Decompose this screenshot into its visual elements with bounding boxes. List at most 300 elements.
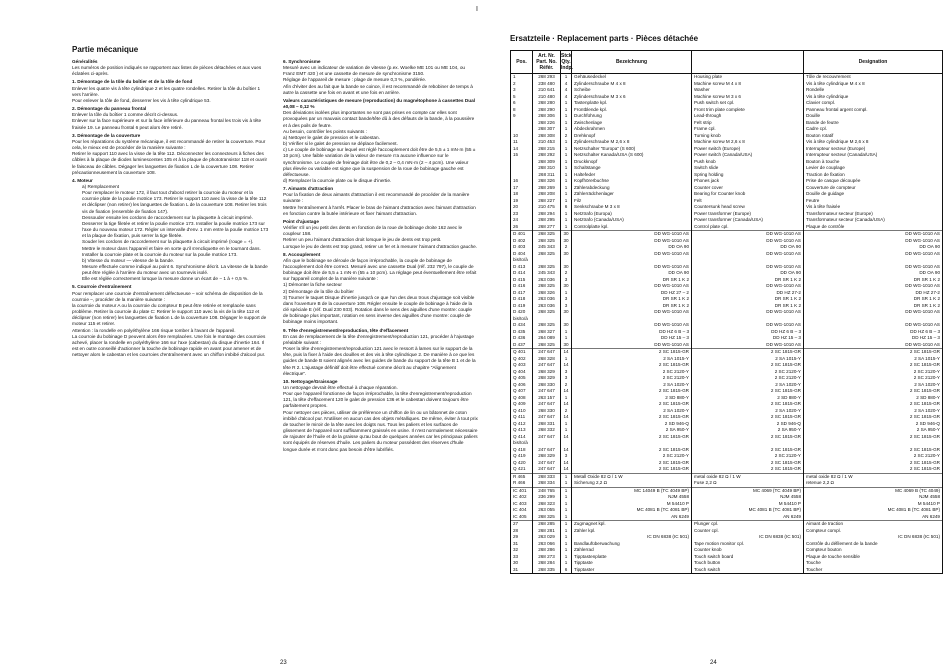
- cell-english: DD OA 90: [692, 270, 804, 277]
- paragraph: 5. Courroie d'entraînement: [72, 284, 132, 290]
- cell-quantity: 1: [561, 224, 572, 231]
- cell-english: 2 SA 1020-Y: [692, 408, 804, 415]
- paragraph: Afin que le bobinage se déroule de façon irréprochable, la couple de bobinage de l'accouplement doit être correct. Mesuré avec une cassette Dual (réf. 232 797), le couple de bobinage doit être de 5,5 ± 1 mN·m (55 ± 10 pcm). La réglage peut éventuellement être refait sur l'appareil complet de la manière suivante :: [283, 257, 477, 282]
- cell-designation: Feutre: [804, 198, 943, 205]
- table-header-row: [511, 51, 943, 74]
- cell-bezeichnung: 2 SC 1815-GR: [572, 414, 692, 421]
- cell-bezeichnung: Zylinderschraube M 3 x 6: [572, 94, 692, 101]
- cell-bezeichnung: Kopfhörerbuchse: [572, 178, 692, 185]
- cell-pos: Q 413: [511, 427, 533, 434]
- cell-part-number: 268 329: [533, 375, 561, 382]
- cell-quantity: 1: [561, 217, 572, 224]
- cell-part-number: 268 330: [533, 382, 561, 389]
- cell-designation: IC DN 6838 (IC 501): [804, 534, 943, 541]
- cell-pos: 15: [511, 152, 533, 159]
- cell-bezeichnung: 2 SC 1815-GR: [572, 349, 692, 356]
- paragraph: Enlever sur la face supérieure et sur la face inférieure du panneau frontal les trois vis à tête fraisée 19. Le panneau frontal 6 peut alors être retiré.: [72, 118, 262, 130]
- cell-part-number: 268 330: [533, 408, 561, 415]
- cell-part-number: 268 325: [533, 231, 561, 238]
- cell-bezeichnung: Bandlaufüberwachung: [572, 541, 692, 548]
- cell-bezeichnung: DD WG-1010 AS: [572, 231, 692, 238]
- cell-pos: D 437: [511, 342, 533, 349]
- cell-designation: Bouton rotatif: [804, 133, 943, 140]
- cell-pos: 8: [511, 107, 533, 114]
- cell-quantity: 1: [561, 159, 572, 166]
- paragraph: 2) Démontage de la tôle du boîtier: [283, 288, 354, 294]
- table-row: [511, 514, 943, 521]
- cell-quantity: 3: [561, 296, 572, 303]
- header-english: [692, 51, 804, 74]
- cell-designation: Compteur compl.: [804, 528, 943, 535]
- cell-bezeichnung: DD HZ 15 – 3: [572, 335, 692, 342]
- cell-quantity: 14: [561, 434, 572, 441]
- paragraph: 8. Accouplement: [283, 251, 321, 257]
- cell-pos: Q 408: [511, 395, 533, 402]
- cell-part-number: 268 333: [533, 473, 561, 480]
- cell-designation: 2 SC 1815-GR: [804, 434, 943, 441]
- paragraph: Valeurs caractéristiques de mesure (reproduction) du magnétophone à cassettes Dual ±0,08 – 0,12 %: [283, 97, 475, 110]
- cell-quantity: 1: [561, 146, 572, 153]
- cell-part-number: 210 641: [533, 87, 561, 94]
- cell-designation: 2 SA 1020-Y: [804, 382, 943, 389]
- cell-designation: MC 4069 B (TC 4049): [804, 487, 943, 494]
- cell-pos: D 404: [511, 251, 533, 258]
- cell-bezeichnung: Metall Oxide 82 Ω / 1 W: [572, 473, 692, 480]
- cell-pos: 31: [511, 567, 533, 574]
- cell-english: 2 SA 950-Y: [692, 427, 804, 434]
- cell-english: Housing plate: [692, 74, 804, 81]
- cell-bezeichnung: DD WG-1010 AS: [572, 322, 692, 329]
- cell-quantity: 2: [561, 270, 572, 277]
- cell-bezeichnung: Zähler kpl.: [572, 528, 692, 535]
- cell-bezeichnung: MC 14049 B (TC 4049 BP): [572, 487, 692, 494]
- cell-designation: DD WG-1010 AS: [804, 283, 943, 290]
- paragraph: Souder les cordons de raccordement sur la plaquette à circuit imprimé (rouge = +).: [82, 239, 254, 245]
- cell-pos: D 402: [511, 238, 533, 245]
- paragraph: la courroie du moteur A ou la courroie du compteur B peut être retirée et remplacée sans problème. Retirer la courroie du plate C: Retirer le support 110 avec la vis de la tête 112 et déclipser (non retirer) les languettes de fixation L de la couverture 108. Dégager le support de moteur 115 et retirer.: [72, 302, 267, 327]
- cell-pos: Q 409: [511, 401, 533, 408]
- table-row: [511, 342, 943, 349]
- cell-designation: 2 SA 1020-Y: [804, 408, 943, 415]
- cell-english: Touch switch board: [692, 554, 804, 561]
- cell-bezeichnung: DD WG-1010 AS: [572, 264, 692, 271]
- header-quantity: Stck Qty. Indp.: [561, 51, 572, 74]
- cell-pos: 23: [511, 211, 533, 218]
- cell-bezeichnung: 2 SC 1815-GR: [572, 460, 692, 467]
- cell-designation: Vis à tête cylindrique: [804, 94, 943, 101]
- cell-part-number: 268 310: [533, 165, 561, 172]
- cell-bezeichnung: DD WG-1010 AS: [572, 309, 692, 316]
- cell-quantity: 3: [561, 277, 572, 284]
- cell-part-number: 268 286: [533, 547, 561, 554]
- cell-part-number: 268 327: [533, 329, 561, 336]
- cell-english: DD OA 90: [692, 244, 804, 251]
- cell-english: Lead-through: [692, 113, 804, 120]
- cell-pos: 17: [511, 185, 533, 192]
- paragraph: Réglage de l'appareil de mesure : plage de mesure 0,3 %, pondérée.: [283, 77, 427, 83]
- cell-part-number: 268 335: [533, 567, 561, 574]
- cell-part-number: 268 325: [533, 322, 561, 329]
- cell-designation: Tôle de recouvrement: [804, 74, 943, 81]
- cell-quantity: 1: [561, 541, 572, 548]
- cell-part-number: 268 325: [533, 309, 561, 316]
- cell-part-number: 268 307: [533, 126, 561, 133]
- paragraph: 1. Démontage de la tôle du boîtier et de la tôle de fond: [72, 79, 193, 85]
- cell-pos: Q 405: [511, 375, 533, 382]
- cell-bezeichnung: Zählerabdeckung: [572, 185, 692, 192]
- cell-english: Power transformer (Canada/USA): [692, 217, 804, 224]
- cell-quantity: 1: [561, 113, 572, 120]
- paragraph: Point d'ajustage: [283, 218, 320, 224]
- cell-bezeichnung: 2 SD 946-Q: [572, 421, 692, 428]
- cell-designation: Interrupteur secteur (Canada/USA): [804, 152, 943, 159]
- cell-part-number: 268 285: [533, 521, 561, 528]
- cell-designation: AN 6249: [804, 514, 943, 521]
- cell-designation: DR SR 1 K 2: [804, 296, 943, 303]
- cell-pos: Q 406: [511, 382, 533, 389]
- cell-english: 2 SC 1815-GR: [692, 414, 804, 421]
- cell-pos: Q 414: [511, 434, 533, 441]
- cell-designation: Transformateur secteur (Canada/USA): [804, 217, 943, 224]
- cell-pos: Q 412: [511, 421, 533, 428]
- cell-bezeichnung: Senkschraube M 3 x 8: [572, 204, 692, 211]
- cell-bezeichnung: Netzschalter Kanada/USA (S 600): [572, 152, 692, 159]
- cell-english: Machine screw M 2,6 x 8: [692, 139, 804, 146]
- paragraph: La courroie du bobinage D peuvent alors être remplacées. Une fois le montage des courroies achevé, placer la rondelle en polyéthylène 166 sur l'axe (cabestan) du disque d'inertie 164. Il est en outre conseillé d'actionner la touche de bobinage rapide en avant pour amener et de nettoyer alors le cabestan et les courroies d'entraînement avec un chiffon imbibé d'alcool pur.: [72, 333, 266, 358]
- cell-english: Touch button: [692, 560, 804, 567]
- cell-pos: Q 407: [511, 388, 533, 395]
- paragraph: Afin d'éviter des au fait que la bande se coince, il est recommandé de rebobiner de temps à autre la cassette une fois en avant et une fois en arrière.: [283, 83, 473, 95]
- cell-designation: 2 SC 1815-GR: [804, 349, 943, 356]
- cell-pos: D 434: [511, 322, 533, 329]
- header-part-number: Art. Nr. Part. No. Référ.: [533, 51, 561, 74]
- cell-bezeichnung: DD OA 90: [572, 244, 692, 251]
- cell-quantity: 1: [561, 100, 572, 107]
- cell-part-number: 268 292: [533, 152, 561, 159]
- cell-pos: IC 401: [511, 487, 533, 494]
- cell-quantity: 1: [561, 427, 572, 434]
- cell-pos: Q 401: [511, 349, 533, 356]
- cell-bezeichnung: M 54410 P: [572, 501, 692, 508]
- cell-english: NJM 4558: [692, 494, 804, 501]
- cell-quantity: 1: [561, 107, 572, 114]
- cell-pos: Q 404: [511, 369, 533, 376]
- left-page-title: Partie mécanique: [72, 45, 139, 54]
- cell-english: 2 SC 1815-GR: [692, 388, 804, 395]
- cell-quantity: 3: [561, 453, 572, 460]
- cell-pos: 18: [511, 191, 533, 198]
- cell-bezeichnung: Durchführung: [572, 113, 692, 120]
- cell-pos: 6: [511, 100, 533, 107]
- cell-quantity: 1: [561, 395, 572, 402]
- cell-part-number: 268 294: [533, 211, 561, 218]
- cell-designation: 2 SC 1815-GR: [804, 466, 943, 473]
- cell-quantity: 3: [561, 303, 572, 310]
- cell-english: AN 6249: [692, 514, 804, 521]
- cell-quantity: 1: [561, 487, 572, 494]
- cell-english: DD WG-1010 AS: [692, 309, 804, 316]
- cell-part-number: 268 295: [533, 217, 561, 224]
- cell-part-number: 268 329: [533, 369, 561, 376]
- cell-pos: bis/to/à: [511, 440, 533, 447]
- page-top-mark: I: [476, 6, 478, 13]
- cell-english: Touch switch: [692, 567, 804, 574]
- cell-english: MC 4069 (TC 4049 BP): [692, 487, 804, 494]
- table-row: [511, 224, 943, 231]
- cell-english: Frame cpl.: [692, 126, 804, 133]
- cell-english: DR SR 1 K 2: [692, 303, 804, 310]
- paragraph: 1) Démonter la fiche secteur: [283, 282, 342, 288]
- cell-bezeichnung: 2 SC 1815-GR: [572, 362, 692, 369]
- cell-quantity: 14: [561, 401, 572, 408]
- cell-designation: Couverture de compteur: [804, 185, 943, 192]
- cell-bezeichnung: 2 SD 880-Y: [572, 395, 692, 402]
- cell-english: 2 SC 2120-Y: [692, 369, 804, 376]
- cell-pos: D 418: [511, 296, 533, 303]
- cell-designation: metal oxide 82 Ω / 1 W: [804, 473, 943, 480]
- cell-english: Felt: [692, 198, 804, 205]
- cell-quantity: 1: [561, 335, 572, 342]
- cell-quantity: 1: [561, 547, 572, 554]
- cell-designation: Cadre cpl.: [804, 126, 943, 133]
- cell-english: 2 SD 880-Y: [692, 395, 804, 402]
- cell-quantity: 14: [561, 460, 572, 467]
- cell-part-number: 245 343: [533, 270, 561, 277]
- cell-part-number: 268 323: [533, 501, 561, 508]
- cell-part-number: 247 647: [533, 434, 561, 441]
- cell-pos: bis/to/à: [511, 257, 533, 264]
- cell-english: DD WG-1010 AS: [692, 251, 804, 258]
- cell-bezeichnung: 2 SC 1815-GR: [572, 434, 692, 441]
- cell-pos: Q 420: [511, 460, 533, 467]
- cell-bezeichnung: Zählerrad: [572, 547, 692, 554]
- cell-pos: IC 404: [511, 507, 533, 514]
- table-row: [511, 473, 943, 480]
- cell-english: DD HZ 15 – 3: [692, 335, 804, 342]
- cell-quantity: 1: [561, 421, 572, 428]
- paragraph: Desserrer la tige filetée et retirer la poulie motrice 173. Installer la poulie motrice 173 sur l'axe du nouveau moteur 172. Régler un intervalle d'env. 1 mm entre la poulie motrice 173 et la plaque de fixation, puis serrer la tige filetée.: [82, 220, 269, 239]
- cell-quantity: 3: [561, 369, 572, 376]
- cell-part-number: 268 227: [533, 198, 561, 205]
- paragraph: 6. Synchronisme: [283, 59, 321, 64]
- cell-english: Counter cpl.: [692, 528, 804, 535]
- cell-part-number: 247 647: [533, 460, 561, 467]
- paragraph: Pour enlever la tôle de fond, desserrer les vis à tête cylindrique 53.: [72, 97, 211, 103]
- cell-quantity: 14: [561, 349, 572, 356]
- paragraph: 9. Tête d'enregistrement/reproduction, tête d'effacement: [283, 327, 409, 333]
- cell-part-number: 268 325: [533, 238, 561, 245]
- cell-english: Front trim plate complete: [692, 107, 804, 114]
- page-number-right: 24: [710, 660, 717, 666]
- paragraph: En cas de remplacement de la tête d'enregistrement/reproduction 121, procéder à l'ajustage préalable suivant :: [283, 333, 474, 345]
- cell-part-number: 247 647: [533, 466, 561, 473]
- paragraph: Pour nettoyer ces pièces, utiliser de préférence un chiffon de lin ou un bâtonnet de coton imbibé d'alcool pur. N'utiliser en aucun cas des objets métalliques. De même, éviter à tout prix de toucher le miroir de la tête avec les doigts nus. Tous les paliers et les surfaces de glissement de l'appareil sont suffisamment graissés en usine. Il n'est normalement nécessaire de rajouter de l'huile et de la graisse qu'au bout de quelques années car les principaux paliers sont équipés de réserves d'huile. Les paliers du moteur possèdent des réserves d'huile longue durée et n'ont donc pas besoin d'être lubrifiés.: [283, 409, 478, 452]
- cell-quantity: 4: [561, 94, 572, 101]
- cell-english: Power switch (Europe): [692, 146, 804, 153]
- cell-designation: 2 SC 1815-GR: [804, 460, 943, 467]
- cell-pos: R 466: [511, 480, 533, 487]
- cell-quantity: 1: [561, 507, 572, 514]
- cell-designation: DD WG-1010 AS: [804, 322, 943, 329]
- cell-english: DD HZ 27-2: [692, 290, 804, 297]
- cell-bezeichnung: Netzschalter "Europa" (S 600): [572, 146, 692, 153]
- cell-english: DD WG-1010 AS: [692, 231, 804, 238]
- cell-part-number: 268 325: [533, 264, 561, 271]
- cell-pos: 14: [511, 146, 533, 153]
- cell-pos: 3: [511, 87, 533, 94]
- cell-english: Switch slide: [692, 165, 804, 172]
- cell-english: 2 SA 1020-Y: [692, 382, 804, 389]
- cell-quantity: 14: [561, 362, 572, 369]
- cell-pos: R 465: [511, 473, 533, 480]
- cell-english: 2 SC 2120-Y: [692, 375, 804, 382]
- cell-english: 2 SC 1815-GR: [692, 362, 804, 369]
- cell-quantity: 30: [561, 309, 572, 316]
- cell-quantity: 2: [561, 244, 572, 251]
- cell-english: Washer: [692, 87, 804, 94]
- paragraph: Mesuré avec un indicateur de variation de vitesse (p.ex. Woelke ME 101 ou ME 104, ou Franz EMT 420 ) et une cassette de mesure de synchronisme 3150.: [283, 65, 466, 77]
- cell-english: 2 SC 1815-GR: [692, 460, 804, 467]
- cell-designation: Aimant de traction: [804, 521, 943, 528]
- cell-designation: Bouton à touche: [804, 159, 943, 166]
- cell-bezeichnung: 2 SC 1815-GR: [572, 388, 692, 395]
- cell-designation: DD WG-1010 AS: [804, 231, 943, 238]
- cell-part-number: 268 326: [533, 290, 561, 297]
- cell-part-number: 268 269: [533, 185, 561, 192]
- paragraph: 10. Nettoyage/Graissage: [283, 378, 338, 384]
- cell-designation: Compteur bouton: [804, 547, 943, 554]
- cell-designation: 2 SC 1815-GR: [804, 414, 943, 421]
- cell-part-number: 210 475: [533, 204, 561, 211]
- cell-pos: IC 402: [511, 494, 533, 501]
- cell-pos: D 419: [511, 303, 533, 310]
- cell-part-number: 247 647: [533, 414, 561, 421]
- cell-bezeichnung: NJM 4558: [572, 494, 692, 501]
- cell-pos: Q 402: [511, 356, 533, 363]
- cell-bezeichnung: Schaltstange: [572, 165, 692, 172]
- cell-part-number: 268 326: [533, 178, 561, 185]
- paragraph: c) Le couple de bobinage sur lequel est réglé l'accouplement doit être de 5,5 ± 1 mN·m (55 ± 10 pcm). Une faible variation de la valeur de mesure n'a aucune influence sur le synchronisme. Le couple de freinage doit être de 0,2 – 0,4 mN·m (2 – 4 pcm). Une valeur plus élevée ou variable est signe que la suspension de la roue de bobinage gauche est défectueuse.: [283, 147, 476, 177]
- cell-english: M 54410 P: [692, 501, 804, 508]
- table-row: [511, 349, 943, 356]
- cell-bezeichnung: Netztrafo (Europa): [572, 211, 692, 218]
- cell-quantity: 1: [561, 178, 572, 185]
- paragraph: Attention : la rondelle en polyéthylène 166 risque tomber à l'avant de l'appareil.: [72, 327, 236, 333]
- cell-bezeichnung: DD HZ 27 – 2: [572, 290, 692, 297]
- cell-quantity: 30: [561, 238, 572, 245]
- cell-quantity: 2: [561, 133, 572, 140]
- cell-designation: 2 SA 1015-Y: [804, 356, 943, 363]
- paragraph: Enlever la tôle du boîtier 1 comme décrit ci-dessus.: [72, 112, 179, 118]
- cell-bezeichnung: Frontblende kpl.: [572, 107, 692, 114]
- cell-bezeichnung: Zylinderschraube M 4 x 8: [572, 81, 692, 88]
- cell-pos: 19: [511, 198, 533, 205]
- cell-part-number: 268 325: [533, 251, 561, 258]
- cell-english: 2 SD 946-Q: [692, 421, 804, 428]
- paragraph: Retirer le support 110 avec la visse de la tête 112. Déconnecter les connecteurs à fiches des câbles à la plaque de diodes luminescentes 105 et à la plaque de phototransistor 118 et ouvrir le faisceau de câbles. Dégager les languettes de fixation L de la couverture 108. Retirer précautionneusement la couverture 108.: [72, 151, 268, 175]
- cell-pos: 16: [511, 178, 533, 185]
- cell-quantity: 1: [561, 126, 572, 133]
- cell-pos: 5: [511, 94, 533, 101]
- cell-pos: 1: [511, 74, 533, 81]
- cell-english: 2 SC 1815-GR: [692, 434, 804, 441]
- cell-bezeichnung: Tipptaste: [572, 560, 692, 567]
- cell-quantity: 1: [561, 191, 572, 198]
- paragraph: b) Vérifier si le galet de pression se déplace facilement.: [283, 141, 398, 147]
- text-column-2: [283, 57, 478, 657]
- cell-designation: 2 SC 2120-Y: [804, 369, 943, 376]
- cell-bezeichnung: Zwischenlage: [572, 120, 692, 127]
- cell-english: 2 SC 1815-GR: [692, 401, 804, 408]
- cell-quantity: 1: [561, 165, 572, 172]
- cell-english: Fuse 2,2 Ω: [692, 480, 804, 487]
- cell-english: Turning knob: [692, 133, 804, 140]
- cell-bezeichnung: DD WG-1010 AS: [572, 342, 692, 349]
- cell-designation: 2 SD 946-Q: [804, 421, 943, 428]
- paragraph: Installer la courroie plate et la courroie du moteur sur la poulie motrice 173.: [82, 251, 238, 257]
- cell-quantity: 30: [561, 264, 572, 271]
- cell-part-number: 268 334: [533, 480, 561, 487]
- paragraph: Pour remplacer le moteur 172, il faut tout d'abord retirer la courroie du moteur et la courroie plate de la poulie motrice 173. Retirer le support 110 avec la visse de la tête 112 et déclipser (non retirer) les languettes de fixation L de la couverture 108. Retirer les trois vis de fixation (ensemble de fixation 147).: [82, 190, 267, 214]
- cell-pos: Q 418: [511, 447, 533, 454]
- cell-english: Machine screw M 4 x 8: [692, 81, 804, 88]
- cell-bezeichnung: Gehäusedeckel: [572, 74, 692, 81]
- cell-part-number: 268 208: [533, 191, 561, 198]
- cell-quantity: 1: [561, 514, 572, 521]
- paragraph: b) Vitesse du moteur — vitesse de la bande.: [82, 257, 175, 263]
- cell-quantity: 30: [561, 283, 572, 290]
- cell-pos: D 413: [511, 264, 533, 271]
- cell-english: Counter cover: [692, 185, 804, 192]
- cell-designation: Plaque de contrôle: [804, 224, 943, 231]
- cell-designation: Douille: [804, 113, 943, 120]
- cell-pos: Q 421: [511, 466, 533, 473]
- cell-part-number: 210 453: [533, 139, 561, 146]
- cell-designation: Transformateur secteur (Europe): [804, 211, 943, 218]
- parts-table-container: [510, 50, 942, 640]
- cell-pos: Q 419: [511, 453, 533, 460]
- cell-quantity: 14: [561, 466, 572, 473]
- cell-designation: 2 SC 2120-Y: [804, 375, 943, 382]
- paragraph: Vérifier s'il un jeu petit des dents en fonction de la roue de bobinage droite 162 avec le coupleur 158.: [283, 225, 463, 237]
- table-row: [511, 466, 943, 473]
- cell-pos: D 401: [511, 231, 533, 238]
- cell-quantity: 1: [561, 560, 572, 567]
- cell-quantity: 3: [561, 375, 572, 382]
- cell-english: Control plate cpl.: [692, 224, 804, 231]
- cell-designation: Clavier compl.: [804, 100, 943, 107]
- cell-bezeichnung: Scheibe: [572, 87, 692, 94]
- cell-pos: D 436: [511, 335, 533, 342]
- cell-english: Bearing for Counter knob: [692, 191, 804, 198]
- cell-english: DR SR 1 K 2: [692, 277, 804, 284]
- cell-bezeichnung: 2 SA 1015-Y: [572, 356, 692, 363]
- cell-english: DD WG-1010 AS: [692, 238, 804, 245]
- cell-english: Power switch (Canada/USA): [692, 152, 804, 159]
- cell-part-number: 248 765: [533, 487, 561, 494]
- cell-bezeichnung: DR SR 1 K 2: [572, 303, 692, 310]
- paragraph: Pour les réparations du système mécanique, il est recommandé de retirer la couverture. Pour cela, le mieux est de procéder de la manière suivante :: [72, 138, 266, 151]
- cell-pos: Q 411: [511, 414, 533, 421]
- cell-part-number: 268 308: [533, 133, 561, 140]
- paragraph: Mettre le moteur dans l'appareil et faire en sorte qu'il s'encliquette en le tournant dans.: [82, 245, 261, 251]
- cell-quantity: 1: [561, 74, 572, 81]
- cell-english: 2 SA 1015-Y: [692, 356, 804, 363]
- cell-quantity: 1: [561, 534, 572, 541]
- cell-quantity: 14: [561, 414, 572, 421]
- cell-designation: Levier de couplage: [804, 165, 943, 172]
- cell-quantity: 30: [561, 322, 572, 329]
